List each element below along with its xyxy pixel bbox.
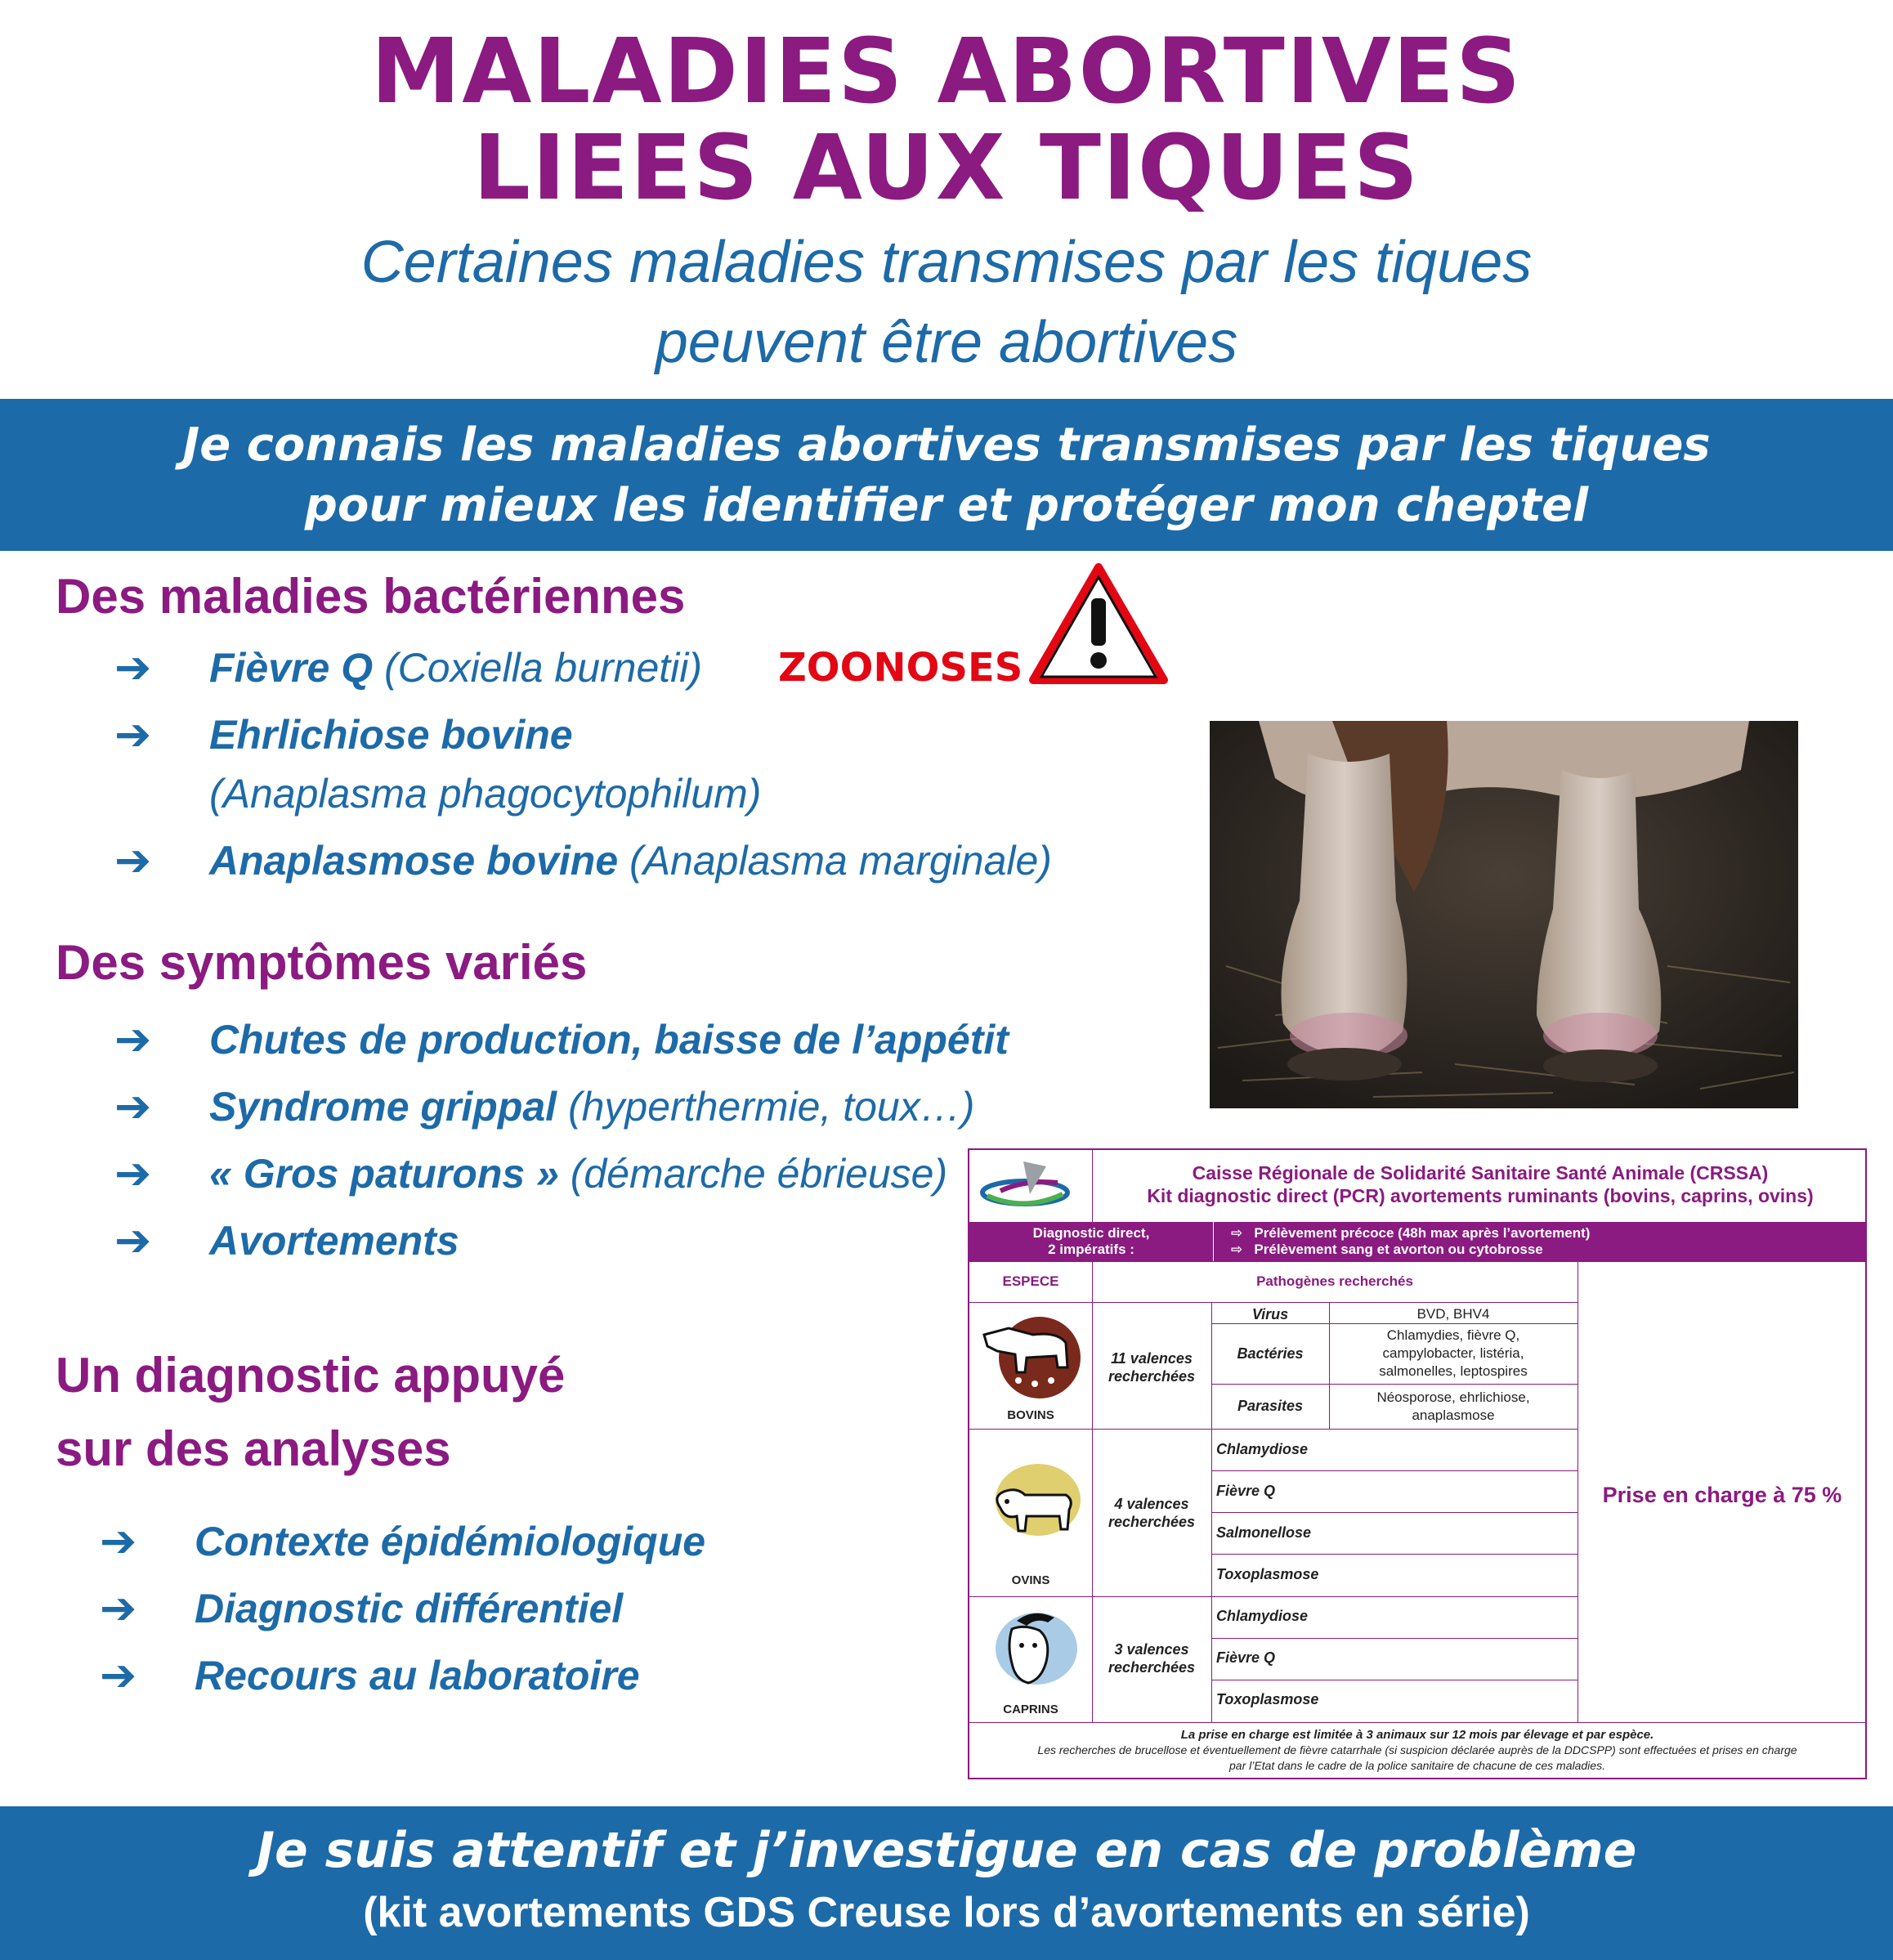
warning-icon	[1028, 562, 1169, 687]
caprins-row: Fièvre Q	[1216, 1649, 1276, 1666]
subtitle-line-2: peuvent être abortives	[655, 310, 1238, 375]
item-bold: Anaplasmose bovine	[209, 838, 619, 884]
ovins-valences-1: 4 valences	[1114, 1496, 1189, 1512]
item-bold: Avortements	[209, 1218, 459, 1264]
item-bold: Fièvre Q	[209, 645, 374, 691]
arrow-icon: ➔	[114, 1014, 152, 1065]
requirement-2: ⇨ Prélèvement sang et avorton ou cytobrosse	[1231, 1242, 1543, 1257]
item-text: Contexte épidémiologique	[195, 1519, 706, 1564]
ovins-valences-2: recherchées	[1108, 1514, 1196, 1530]
photo-swollen-pasterns	[1210, 721, 1798, 1108]
bovins-virus-label: Virus	[1251, 1306, 1289, 1322]
cow-icon	[976, 1310, 1085, 1400]
bovins-bacteries-label: Bactéries	[1237, 1345, 1304, 1362]
list-item	[114, 706, 1177, 772]
caprins-name: CAPRINS	[1003, 1703, 1058, 1716]
crssa-logo-icon	[976, 1155, 1074, 1220]
arrow-icon: ➔	[114, 1148, 152, 1199]
bovins-bacteries-detail-3: salmonelles, leptospires	[1379, 1363, 1528, 1379]
ovins-row: Fièvre Q	[1216, 1483, 1276, 1499]
col-espece: ESPECE	[1002, 1273, 1059, 1289]
caprins-valences-2: recherchées	[1108, 1659, 1196, 1676]
list-item	[114, 639, 1177, 705]
bovins-parasites-detail-2: anaplasmose	[1412, 1407, 1495, 1423]
diag-label-1: Diagnostic direct,	[1032, 1225, 1150, 1241]
caprins-valences-1: 3 valences	[1114, 1641, 1189, 1658]
arrow-icon: ➔	[114, 642, 152, 693]
goat-icon	[976, 1604, 1085, 1694]
bovins-valences-1: 11 valences	[1111, 1350, 1193, 1367]
bovins-bacteries-detail-1: Chlamydies, fièvre Q,	[1386, 1327, 1520, 1343]
caprins-row: Chlamydiose	[1216, 1608, 1309, 1624]
bovins-label: BOVINS	[1007, 1408, 1054, 1422]
item-bold: « Gros paturons »	[209, 1151, 559, 1197]
item-rest: (Anaplasma marginale)	[618, 838, 1052, 884]
zoonoses-label: ZOONOSES	[778, 645, 1023, 691]
arrow-icon: ➔	[100, 1582, 137, 1634]
ovins-label: OVINS	[1011, 1573, 1050, 1587]
title-line-1: MALADIES ABORTIVES	[370, 19, 1523, 123]
arrow-icon: ➔	[114, 835, 152, 886]
item-bold: Syndrome grippal	[209, 1084, 557, 1130]
footer-band	[0, 1806, 1893, 1960]
bovins-bacteries-detail-2: campylobacter, listéria,	[1382, 1345, 1524, 1361]
kit-title-2: Kit diagnostic direct (PCR) avortements ruminants (bovins, caprins, ovins)	[1147, 1185, 1814, 1206]
kit-note-1: La prise en charge est limitée à 3 animaux sur 12 mois par élevage et par espèce.	[1180, 1728, 1654, 1742]
requirement-1-text: Prélèvement précoce (48h max après l’avortement)	[1254, 1225, 1591, 1241]
banner-line-2: pour mieux les identifier et protéger mon cheptel	[304, 479, 1589, 532]
item-rest: (Coxiella burnetii)	[373, 645, 703, 691]
sheep-icon	[976, 1456, 1085, 1551]
bovins-parasites-detail-1: Néosporose, ehrlichiose,	[1376, 1389, 1530, 1405]
requirement-2-text: Prélèvement sang et avorton ou cytobrosse	[1254, 1242, 1543, 1257]
heading-diagnostic-2: sur des analyses	[56, 1421, 451, 1476]
item-bold: Ehrlichiose bovine	[209, 712, 573, 758]
bovins-valences-2: recherchées	[1108, 1368, 1196, 1385]
arrow-icon: ➔	[114, 1081, 152, 1132]
banner-line-1: Je connais les maladies abortives transmises par les tiques	[182, 418, 1711, 472]
footer-line-1: Je suis attentif et j’investigue en cas de problème	[256, 1822, 1637, 1879]
item-bold: Chutes de production, baisse de l’appétit	[209, 1017, 1009, 1063]
item-rest: (démarche ébrieuse)	[558, 1151, 948, 1197]
arrow-icon: ➔	[100, 1649, 137, 1701]
title-line-2: LIEES AUX TIQUES	[472, 115, 1421, 220]
bovins-virus-detail: BVD, BHV4	[1416, 1306, 1490, 1322]
item-text: Diagnostic différentiel	[195, 1586, 624, 1631]
footer-line-2: (kit avortements GDS Creuse lors d’avortements en série)	[363, 1889, 1530, 1936]
list-item	[100, 1580, 917, 1645]
requirement-1: ⇨ Prélèvement précoce (48h max après l’avortement)	[1231, 1225, 1591, 1241]
ovins-row: Toxoplasmose	[1216, 1566, 1319, 1582]
crssa-kit-table	[968, 1148, 1867, 1779]
arrow-icon: ➔	[114, 1215, 152, 1266]
list-item	[100, 1513, 917, 1578]
heading-symptoms: Des symptômes variés	[56, 935, 588, 990]
kit-note-3: par l’Etat dans le cadre de la police sanitaire de chacune de ces maladies.	[1229, 1759, 1605, 1772]
diag-label-2: 2 impératifs :	[1048, 1242, 1134, 1257]
item-text: Recours au laboratoire	[195, 1653, 640, 1698]
list-item	[100, 1647, 917, 1712]
bovins-parasites-label: Parasites	[1237, 1398, 1304, 1414]
kit-note-2: Les recherches de brucellose et éventuellement de fièvre catarrhale (si suspicion déclarée auprès de la DDCSPP) sont effectuées et prises en charge	[1037, 1743, 1797, 1756]
list-item	[114, 1078, 1177, 1143]
caprins-row: Toxoplasmose	[1216, 1691, 1319, 1707]
arrow-icon: ➔	[114, 709, 152, 760]
ovins-row: Salmonellose	[1216, 1524, 1312, 1541]
subtitle-line-1: Certaines maladies transmises par les tiques	[360, 230, 1533, 295]
heading-diagnostic-1: Un diagnostic appuyé	[56, 1348, 566, 1403]
list-item	[114, 1011, 1177, 1076]
heading-bacteria: Des maladies bactériennes	[56, 569, 686, 624]
item-rest: (hyperthermie, toux…)	[557, 1084, 975, 1130]
col-pathogenes: Pathogènes recherchés	[1256, 1273, 1413, 1289]
list-item	[114, 832, 1177, 897]
list-item	[114, 765, 1177, 830]
banner	[0, 399, 1893, 551]
ovins-row: Chlamydiose	[1216, 1441, 1309, 1457]
item-rest: (Anaplasma phagocytophilum)	[209, 771, 762, 817]
prise-en-charge: Prise en charge à 75 %	[1602, 1483, 1842, 1507]
kit-title-1: Caisse Régionale de Solidarité Sanitaire Santé Animale (CRSSA)	[1192, 1162, 1769, 1184]
arrow-icon: ➔	[100, 1515, 137, 1567]
